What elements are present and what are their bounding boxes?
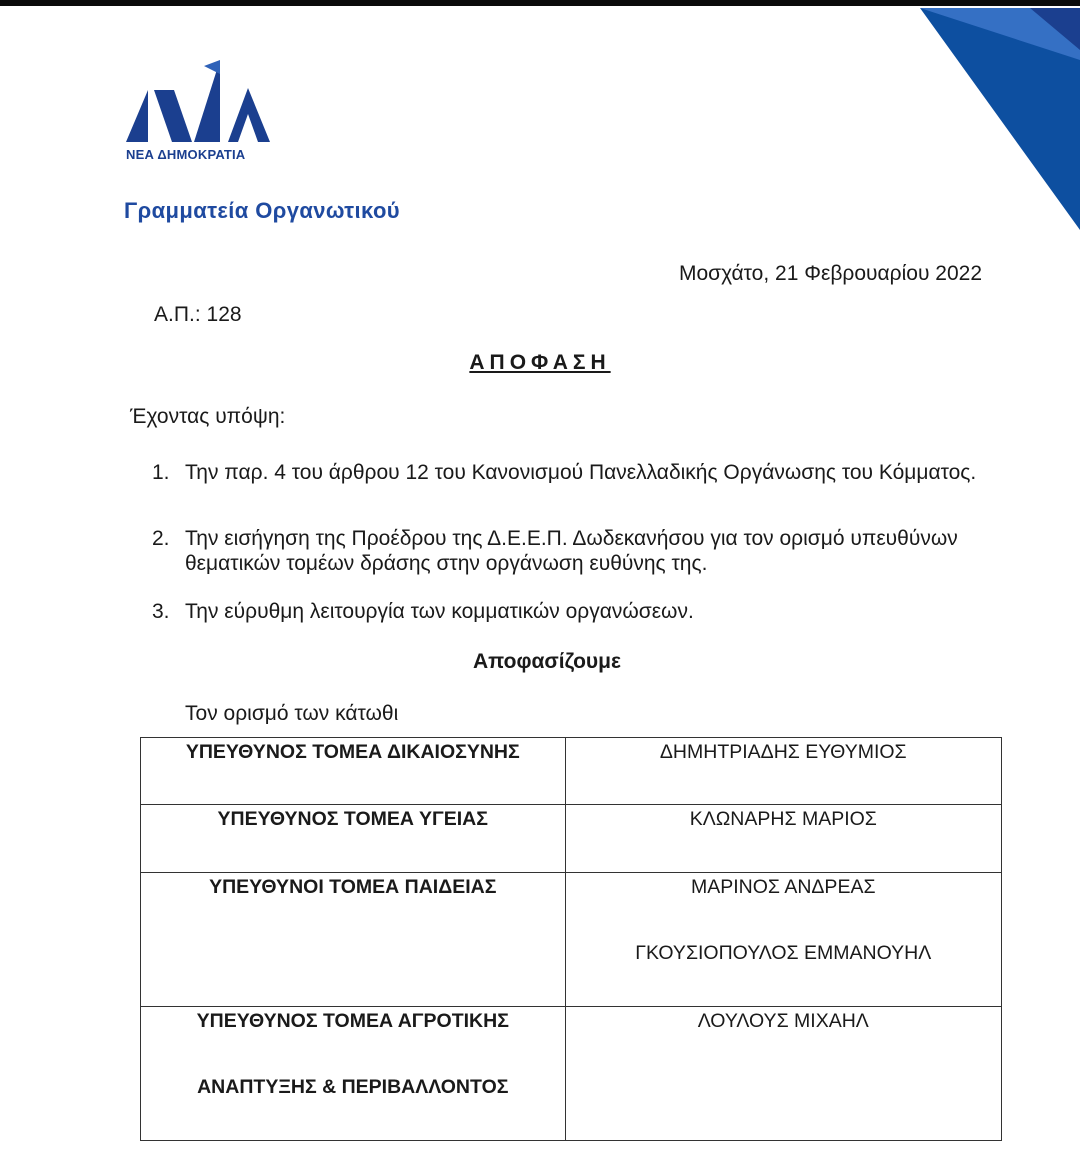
role-cell [141,1007,566,1141]
list-item-text: Την παρ. 4 του άρθρου 12 του Κανονισμού Πανελλαδικής Οργάνωσης του Κόμματος. [185,461,977,484]
name-text: ΓΚΟΥΣΙΟΠΟΥΛΟΣ ΕΜΜΑΝΟΥΗΛ [635,942,932,964]
name-text: ΜΑΡΙΝΟΣ ΑΝΔΡΕΑΣ [691,876,876,898]
list-item-number: 3. [152,600,170,623]
role-text: ΥΠΕΥΘΥΝΟΣ ΤΟΜΕΑ ΔΙΚΑΙΟΣΥΝΗΣ [185,741,520,763]
assignments-table [140,737,1002,1141]
name-spacer [566,906,1001,939]
role-text: ΥΠΕΥΘΥΝΟΣ ΤΟΜΕΑ ΥΓΕΙΑΣ [217,808,488,830]
role-text: ΥΠΕΥΘΥΝΟΙ ΤΟΜΕΑ ΠΑΙΔΕΙΑΣ [209,876,497,898]
secretariat-title: Γραμματεία Οργανωτικού [124,198,401,223]
list-item [152,460,1042,485]
list-item [152,526,1042,576]
reference-number: Α.Π.: 128 [154,303,242,326]
name-text: ΛΟΥΛΟΥΣ ΜΙΧΑΗΛ [697,1010,869,1032]
logo-wordmark: ΝΕΑ ΔΗΜΟΚΡΑΤΙΑ [126,147,246,162]
name-text: ΔΗΜΗΤΡΙΑΔΗΣ ΕΥΘΥΜΙΟΣ [659,741,907,763]
role-cell [141,738,566,805]
list-item [152,599,1042,624]
top-border [0,0,1080,6]
role-cell [141,873,566,1007]
name-cell [565,873,1001,1007]
table-row [141,873,1002,1007]
list-item-number: 1. [152,461,170,484]
list-item-number: 2. [152,527,170,550]
list-item-text: Την εισήγηση της Προέδρου της Δ.Ε.Ε.Π. Δωδεκανήσου για τον ορισμό υπευθύνων θεματικών τομέων δράσης στην οργάνωση ευθύνης της. [185,527,958,575]
define-intro: Τον ορισμό των κάτωθι [185,702,399,725]
name-cell [565,1007,1001,1141]
corner-decoration [920,0,1080,230]
date-line: Μοσχάτο, 21 Φεβρουαρίου 2022 [678,262,982,285]
decide-heading: Αποφασίζουμε [473,650,621,673]
name-cell [565,738,1001,805]
decision-title: ΑΠΟΦΑΣΗ [469,351,611,374]
table-row [141,738,1002,805]
name-cell [565,805,1001,873]
considering-heading: Έχοντας υπόψη: [130,405,286,428]
role-cell [141,805,566,873]
name-text: ΚΛΩΝΑΡΗΣ ΜΑΡΙΟΣ [689,808,877,830]
table-row [141,805,1002,873]
role-text: ΥΠΕΥΘΥΝΟΣ ΤΟΜΕΑ ΑΓΡΟΤΙΚΗΣ [196,1010,509,1032]
table-row [141,1007,1002,1141]
role-spacer [141,1040,565,1073]
list-item-text: Την εύρυθμη λειτουργία των κομματικών οργανώσεων. [185,600,694,623]
role-text: ΑΝΑΠΤΥΞΗΣ & ΠΕΡΙΒΑΛΛΟΝΤΟΣ [197,1076,509,1098]
